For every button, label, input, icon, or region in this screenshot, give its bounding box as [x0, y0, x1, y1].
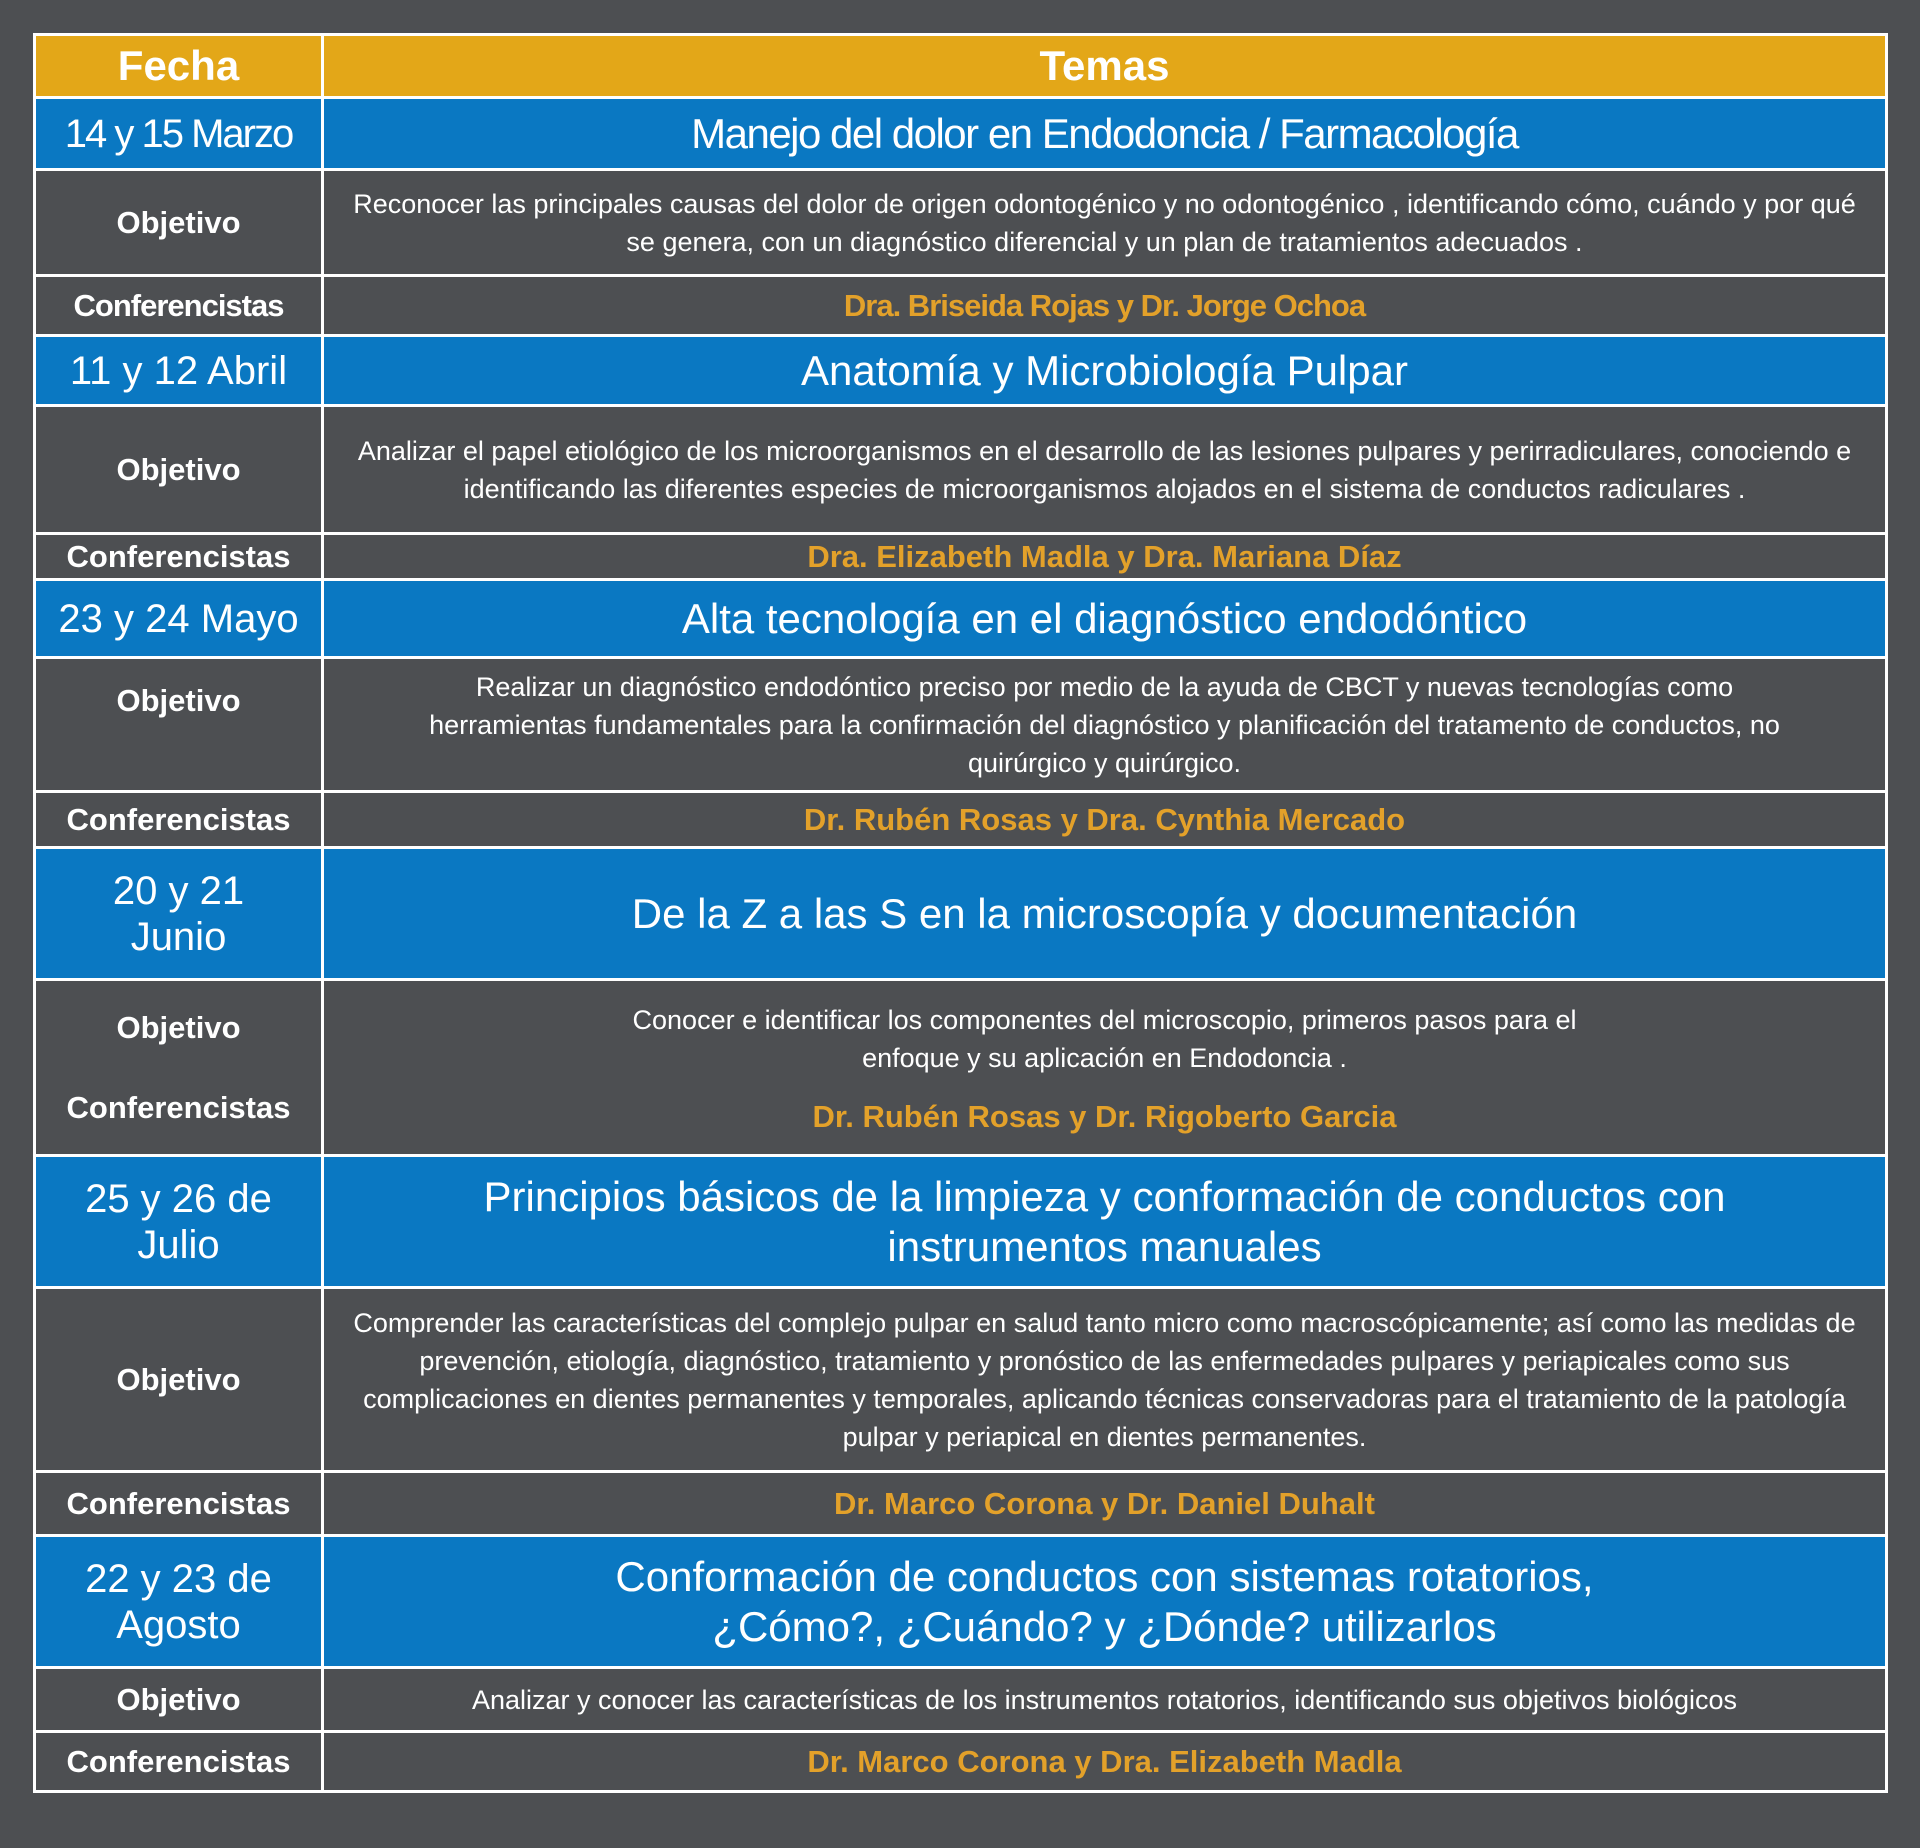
session-row [35, 580, 1887, 658]
session-title: Anatomía y Microbiología Pulpar [323, 336, 1887, 406]
speakers-names: Dr. Rubén Rosas y Dr. Rigoberto Garcia [812, 1098, 1397, 1134]
objective-label: Objetivo [35, 1668, 323, 1732]
objective-speakers-row [35, 980, 1887, 1156]
speakers-label: Conferencistas [35, 276, 323, 336]
session-date: 20 y 21 Junio [35, 848, 323, 980]
session-title: De la Z a las S en la microscopía y documentación [323, 848, 1887, 980]
session-date: 22 y 23 de Agosto [35, 1536, 323, 1668]
objective-row [35, 1288, 1887, 1472]
speakers-names: Dr. Marco Corona y Dr. Daniel Duhalt [323, 1472, 1887, 1536]
objective-label: Objetivo [35, 170, 323, 276]
speakers-row [35, 1732, 1887, 1792]
objective-speakers-cell [323, 980, 1887, 1156]
session-date: 25 y 26 de Julio [35, 1156, 323, 1288]
objective-speakers-labels [35, 980, 323, 1156]
session-date: 11 y 12 Abril [35, 336, 323, 406]
objective-row [35, 170, 1887, 276]
course-schedule-table [33, 33, 1888, 1793]
speakers-row [35, 1472, 1887, 1536]
session-title: Manejo del dolor en Endodoncia / Farmacología [323, 98, 1887, 170]
speakers-label: Conferencistas [35, 792, 323, 848]
speakers-names: Dr. Rubén Rosas y Dra. Cynthia Mercado [323, 792, 1887, 848]
speakers-label: Conferencistas [35, 1732, 323, 1792]
objective-label: Objetivo [35, 406, 323, 534]
objective-row [35, 406, 1887, 534]
speakers-names: Dra. Briseida Rojas y Dr. Jorge Ochoa [323, 276, 1887, 336]
speakers-row [35, 792, 1887, 848]
session-date: 14 y 15 Marzo [35, 98, 323, 170]
speakers-row [35, 276, 1887, 336]
speakers-row [35, 534, 1887, 580]
objective-label: Objetivo [116, 1009, 241, 1045]
session-row [35, 1156, 1887, 1288]
speakers-label: Conferencistas [35, 534, 323, 580]
objective-text: Reconocer las principales causas del dolor de origen odontogénico y no odontogénico , identificando cómo, cuándo y por qué se genera, con un diagnóstico diferencial y un plan de tratamientos adecuados . [323, 170, 1887, 276]
objective-text: Analizar y conocer las características de los instrumentos rotatorios, identificando sus objetivos biológicos [323, 1668, 1887, 1732]
objective-text: Conocer e identificar los componentes del microscopio, primeros pasos para el enfoque y su aplicación en Endodoncia . [632, 1004, 1577, 1073]
topics-column-header: Temas [323, 35, 1887, 98]
objective-row [35, 658, 1887, 792]
objective-text: Analizar el papel etiológico de los microorganismos en el desarrollo de las lesiones pulpares y perirradiculares, conociendo e identificando las diferentes especies de microorganismos alojados en el sistema de conductos radiculares . [323, 406, 1887, 534]
date-column-header: Fecha [35, 35, 323, 98]
speakers-names: Dra. Elizabeth Madla y Dra. Mariana Díaz [323, 534, 1887, 580]
objective-label: Objetivo [35, 1288, 323, 1472]
session-title: Principios básicos de la limpieza y conformación de conductos con instrumentos manuales [323, 1156, 1887, 1288]
header-row [35, 35, 1887, 98]
session-title: Alta tecnología en el diagnóstico endodóntico [323, 580, 1887, 658]
session-row [35, 1536, 1887, 1668]
objective-label: Objetivo [35, 658, 323, 792]
session-row [35, 848, 1887, 980]
session-date: 23 y 24 Mayo [35, 580, 323, 658]
objective-text: Realizar un diagnóstico endodóntico preciso por medio de la ayuda de CBCT y nuevas tecnologías como herramientas fundamentales para la confirmación del diagnóstico y planificación del tratamento de conductos, no quirúrgico y quirúrgico. [323, 658, 1887, 792]
session-title: Conformación de conductos con sistemas rotatorios, ¿Cómo?, ¿Cuándo? y ¿Dónde? utilizarlos [323, 1536, 1887, 1668]
speakers-names: Dr. Marco Corona y Dra. Elizabeth Madla [323, 1732, 1887, 1792]
session-row [35, 336, 1887, 406]
objective-row [35, 1668, 1887, 1732]
speakers-label: Conferencistas [66, 1089, 291, 1125]
speakers-label: Conferencistas [35, 1472, 323, 1536]
session-row [35, 98, 1887, 170]
objective-text: Comprender las características del complejo pulpar en salud tanto micro como macroscópicamente; así como las medidas de prevención, etiología, diagnóstico, tratamiento y pronóstico de las enfermedades pulpares y periapicales como sus complicaciones en dientes permanentes y temporales, aplicando técnicas conservadoras para el tratamiento de la patología pulpar y periapical en dientes permanentes. [323, 1288, 1887, 1472]
